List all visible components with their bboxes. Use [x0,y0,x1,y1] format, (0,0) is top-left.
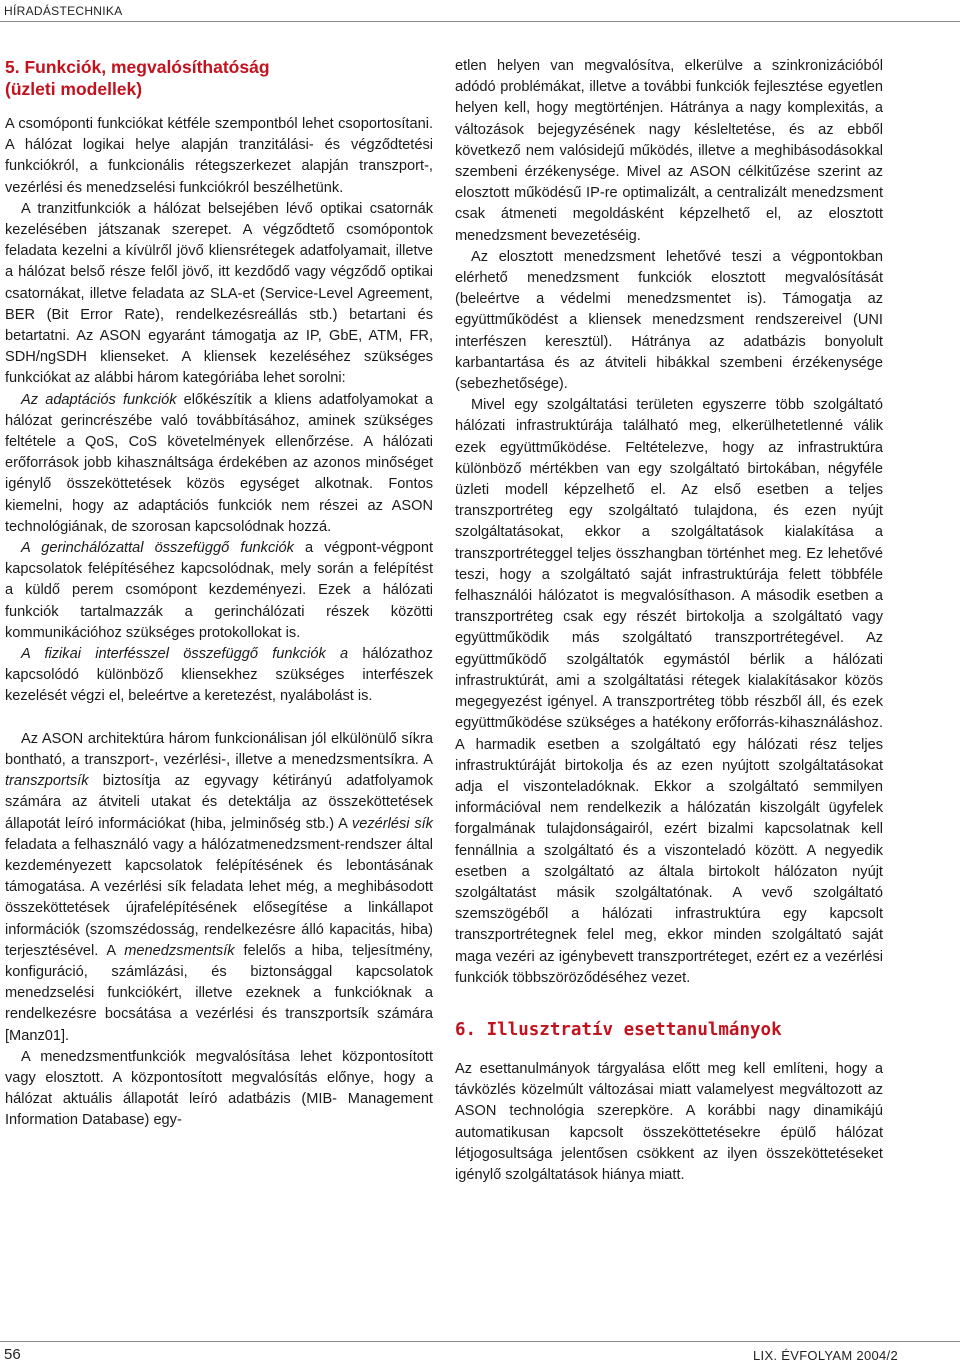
running-header [0,0,960,26]
header-divider [0,21,960,22]
right-column [455,56,883,1186]
section-6-title: 6. Illusztratív esettanulmányok [455,1019,782,1040]
paragraph: Az esettanulmányok tárgyalása előtt meg kell említeni, hogy a távközlés közelmúlt változásai miatt valamelyest megváltozott az ASON technológia szerepköre. A korábbi nagy dinamikájú automatikusan kapcsolt összeköttetésekre épülő hálózat létjogosultsága jelentősen csökkent az ilyen összeköttetéseket igénylő szolgáltatások hiánya miatt. [455,1060,883,1183]
paragraph: A menedzsmentfunkciók megvalósítása lehet központosított vagy elosztott. A központosított megvalósítás előnye, hogy a hálózat aktuális állapotát leíró adatbázis (MIB- Management Information Database) egy- [5,1048,433,1129]
paragraph: Az elosztott menedzsment lehetővé teszi a végpontokban elérhető menedzsment funkciók elosztott megvalósítását (beleértve a védelmi menedzsmentet is). Támogatja az együttműködést a kliensek menedzsment rendszereivel (UNI interfészen keresztül). Hátránya az adatbázis bonyolult karbantartása és az átviteli hibákkal szembeni érzékenysége (sebezhetősége). [455,248,883,393]
paragraph: A tranzitfunkciók a hálózat belsejében lévő optikai csatornák kezelésében játszanak szerepet. A végződtető csomópontok feladata kezelni a kívülről jövő kliensrétegek adatfolyamait, illetve a hálózat belső része felől jövő, itt kezdődő vagy végződő optikai csatornákat, illetve feladata az SLA-et (Service-Level Agreement, BER (Bit Error Rate), rendelkezésreállás stb.) betartani és betartatni. Az ASON egyaránt támogatja az IP, GbE, ATM, FR, SDH/ngSDH klienseket. A kliensek kezeléséhez szükséges funkciókat az alábbi három kategóriába lehet sorolni: [5,200,433,387]
paragraph-text: a végpont-végpont kapcsolatok felépítéséhez kapcsolódnak, mely során a felépítést a küldő perem csomópont kezdeményezi. Ezek a hálózati funkciók tartalmazzák a gerinchálózati részek közötti kommunikációhoz szükséges protokollokat is. [5,540,434,641]
emphasis: Az adaptációs funkciók [21,391,177,408]
section-5-title [5,56,433,100]
emphasis: transzportsík [5,773,89,790]
paragraph: Mivel egy szolgáltatási területen egyszerre több szolgáltató hálózati infrastruktúrája található meg, elkerülhetetlenné válik ezek együttműködése. Feltételezve, hogy az infrastruktúra különböző mértékben van egy szolgáltató birtokában, négyféle üzleti modell képzelhető el. Az első esetben a teljes transzportréteg egy szolgáltató tulajdona, és ezen nyújt szolgáltatásokat, ekkor a szolgáltatások kialakítása a transzportréteggel teljes összhangban történhet meg. Ez lehetővé teszi, hogy a szolgáltató saját infrastruktúrája felett többféle felhasználói hálózatot is megvalósíthason. A második esetben a transzportréteg csak egy részét birtokolja a szolgáltató vagy együttműködik más szolgáltató transzportrétegével. Az együttműködő szolgáltatók egymástól bérlik a hálózati infrastruktúrát, ami a szolgáltatási rétegek kialakításakor közös megegyezést igényel. A transzportréteg több részből áll, és ezek együttműködése szükséges a hatékony erőforrás-kihasználáshoz. A harmadik esetben a szolgáltató egy hálózati rész teljes infrastruktúráját birtokolja és az ezen nyújtott szolgáltatásokat adja el viszonteladóknak. Ekkor a szolgáltató semmilyen információval nem rendelkezik a hálózatán kiszolgált ügyfelek forgalmának tulajdonságairól, ezért bizalmi kapcsolatnak kell fennállnia a szolgáltató és a viszonteladó között. A negyedik esetben a szolgáltató az általa birtokolt hálózaton nyújt szolgáltatást másik szolgáltatónak. A vevő szolgáltató szemszögéből a hálózati infrastruktúra egy kapcsolt transzportrétegnek felel meg, ekkor minden szolgáltató saját maga vezéri az igénybevett transzportréteget, ezért ez a vezérlési funkciók többszöröződéséhez vezet. [455,397,883,986]
volume-label: LIX. ÉVFOLYAM 2004/2 [753,1348,898,1363]
emphasis: A gerinchálózattal összefüggő funkciók [21,540,294,557]
paragraph-text: előkészítik a kliens adatfolyamokat a hálózat gerincrészébe való továbbításához, aminek szükséges feltétele a QoS, CoS követelmények ellenőrzése. A hálózati erőforrások jobb kihasználtsága érdekében az azonos minőséget igénylő összeköttetések közös egységet alkotnak. Fontos kiemelni, hogy az adaptációs funkciók nem részei az ASON technológiának, de szorosan kapcsolódnak hozzá. [5,391,433,535]
paragraph-text: felelős a hiba, teljesítmény, konfiguráció, számlázási, és biztonsággal kapcsolatok menedzselési funkciókért, illetve ezeknek a funkcióknak a rendelkezésre bocsátása a vezérlési és transzportsík számára [Manz01]. [5,942,433,1044]
paragraph-text: biztosítja az egyvagy kétirányú adatfolyamok számára az átviteli utakat és detektálja az összeköttetések állapotát leíró információkat (hiba, jelminőség stb.) A [5,773,433,832]
page-number: 56 [4,1346,21,1363]
paragraph [5,538,433,644]
footer-divider [0,1341,960,1342]
section-5-title-line2: (üzleti modellek) [5,79,143,99]
paragraph [5,729,433,1047]
emphasis: vezérlési sík [351,815,433,832]
paragraph-text: feladata a felhasználó vagy a hálózatmenedzsment-rendszer által kezdeményezett kapcsolatok felépítésének és lebontásának támogatása. A vezérlési sík feladata lehet még, a meghibásodott összeköttetések újrafelépítésének elősegítése a linkállapot információk (szomszédosság, rendelkezésre álló kapacitás, hiba) terjesztésével. A [5,836,433,959]
paragraph: A csomóponti funkciókat kétféle szempontból lehet csoportosítani. A hálózat logikai helye alapján tranzitálási- és végződtetési funkciókról, a funkcionális rétegszerkezet alapján transzport-, vezérlési és menedzselési funkciókról beszélhetünk. [5,116,433,196]
emphasis: A fizikai interfésszel összefüggő funkciók a [21,646,349,663]
paragraph [5,390,433,538]
left-column [5,56,433,1132]
journal-name: HÍRADÁSTECHNIKA [4,4,123,18]
paragraph-text: Az ASON architektúra három funkcionálisan jól elkülönülő síkra bontható, a transzport-, vezérlési-, illetve a menedzsmentsíkra. A [5,730,433,768]
section-5-title-line1: 5. Funkciók, megvalósíthatóság [5,57,270,77]
paragraph: etlen helyen van megvalósítva, elkerülve a szinkronizációból adódó problémákat, illetve a további funkciók fejlesztése egyetlen helyen kell, hogy megtörténjen. Hátránya a nagy komplexitás, a változások bejegyzésének nagy késleltetése, és az ebből következő nem valósidejű működés, illetve a meghibásodásokkal szembeni érzékenysége. Mivel az ASON célkitűzése szerint az elosztott működésű IP-re optimalizált, a centralizált menedzsment csak átmeneti megoldásként képzelhető el, az elosztott menedzsment bevezetéséig. [455,58,883,244]
paragraph-gap [5,708,433,729]
paragraph-text: hálózathoz kapcsolódó különböző kliensekhez szükséges interfészek kezelését végzi el, beleértve a keretezést, nyalábolást is. [5,646,433,705]
emphasis: menedzsmentsík [124,942,235,959]
paragraph [5,644,433,708]
running-footer [0,1338,960,1364]
